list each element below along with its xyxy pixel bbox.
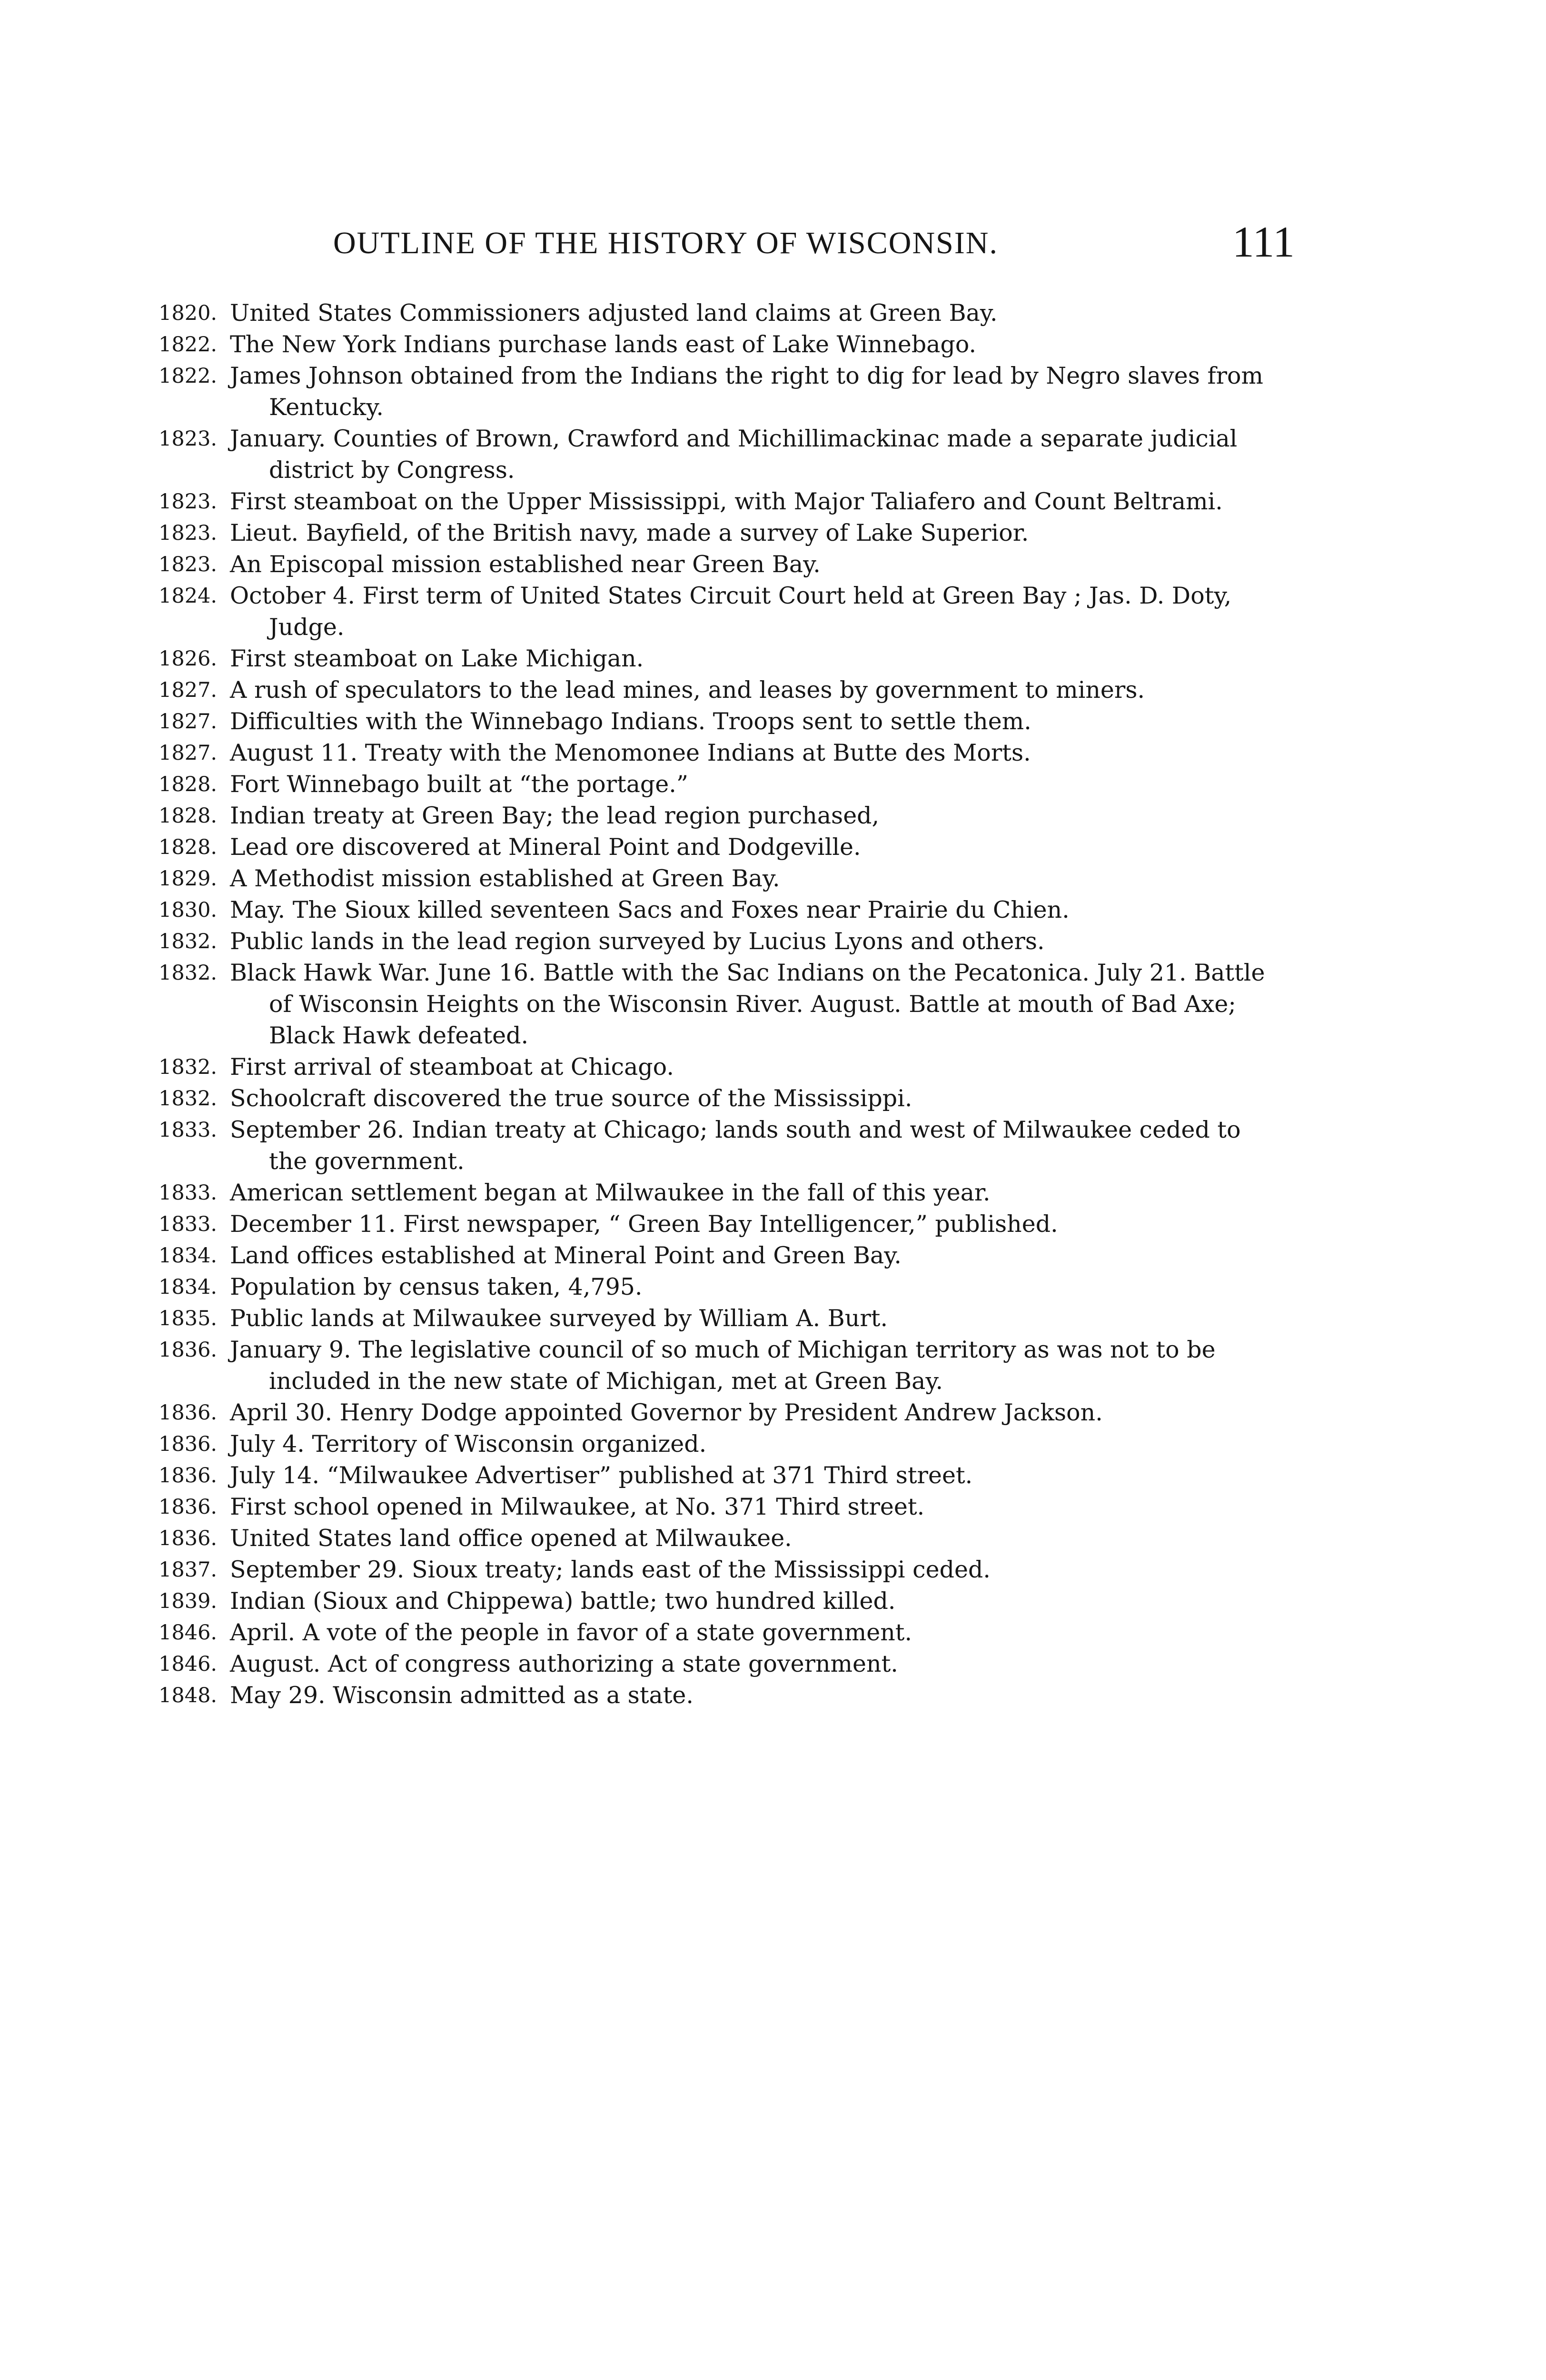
entry-year: 1823. <box>159 427 218 451</box>
chronology-entry <box>159 1586 1282 1617</box>
entry-text: Lieut. Bayfield, of the British navy, made a survey of Lake Superior. <box>230 519 1029 546</box>
chronology-entry <box>159 1554 1282 1586</box>
chronology-entry <box>159 1334 1282 1397</box>
entry-text: January 9. The legislative council of so much of Michigan territory as was not to be included in the new state of Michigan, met at Green Bay. <box>230 1336 1216 1395</box>
entry-year: 1823. <box>159 490 218 514</box>
chronology-entry <box>159 580 1282 643</box>
entry-text: First steamboat on the Upper Mississippi, with Major Taliafero and Count Beltrami. <box>230 488 1223 515</box>
entry-year: 1836. <box>159 1401 218 1425</box>
chronology-entry <box>159 298 1282 329</box>
entry-text: United States Commissioners adjusted land claims at Green Bay. <box>230 299 998 327</box>
chronology-entry <box>159 1209 1282 1240</box>
entry-text: Indian (Sioux and Chippewa) battle; two hundred killed. <box>230 1587 896 1615</box>
entry-year: 1837. <box>159 1558 218 1582</box>
entry-text: American settlement began at Milwaukee in the fall of this year. <box>230 1179 991 1206</box>
entry-year: 1832. <box>159 961 218 985</box>
chronology-entry <box>159 1523 1282 1554</box>
entry-year: 1830. <box>159 898 218 922</box>
chronology-list <box>159 298 1282 1711</box>
entry-year: 1836. <box>159 1527 218 1550</box>
entry-text: September 29. Sioux treaty; lands east of the Mississippi ceded. <box>230 1556 991 1583</box>
entry-text: A Methodist mission established at Green Bay. <box>230 865 780 892</box>
chronology-entry <box>159 1114 1282 1177</box>
entry-text: An Episcopal mission established near Green Bay. <box>230 551 821 578</box>
entry-year: 1832. <box>159 930 218 953</box>
entry-year: 1822. <box>159 364 218 388</box>
chronology-entry <box>159 549 1282 580</box>
entry-year: 1833. <box>159 1181 218 1205</box>
chronology-entry <box>159 800 1282 832</box>
chronology-entry <box>159 926 1282 957</box>
chronology-entry <box>159 1397 1282 1428</box>
entry-year: 1820. <box>159 301 218 325</box>
chronology-entry <box>159 1271 1282 1303</box>
chronology-entry <box>159 1303 1282 1334</box>
entry-text: July 14. “Milwaukee Advertiser” published at 371 Third street. <box>230 1462 973 1489</box>
chronology-entry <box>159 832 1282 863</box>
entry-year: 1834. <box>159 1244 218 1268</box>
entry-text: April. A vote of the people in favor of a state government. <box>230 1619 912 1646</box>
entry-text: May 29. Wisconsin admitted as a state. <box>230 1682 694 1709</box>
entry-text: Difficulties with the Winnebago Indians. Troops sent to settle them. <box>230 708 1031 735</box>
entry-text: January. Counties of Brown, Crawford and Michillimackinac made a separate judicial district by Congress. <box>230 425 1238 484</box>
entry-year: 1823. <box>159 521 218 545</box>
entry-text: Lead ore discovered at Mineral Point and Dodgeville. <box>230 833 861 861</box>
page-header <box>333 217 1295 283</box>
chronology-entry <box>159 1648 1282 1680</box>
chronology-entry <box>159 894 1282 926</box>
chronology-entry <box>159 486 1282 517</box>
entry-year: 1824. <box>159 584 218 608</box>
entry-year: 1835. <box>159 1307 218 1330</box>
chronology-entry <box>159 1083 1282 1114</box>
entry-year: 1833. <box>159 1212 218 1236</box>
entry-year: 1836. <box>159 1495 218 1519</box>
entry-year: 1828. <box>159 773 218 796</box>
chronology-entry <box>159 517 1282 549</box>
entry-year: 1823. <box>159 553 218 576</box>
chronology-entry <box>159 957 1282 1051</box>
entry-text: Indian treaty at Green Bay; the lead region purchased, <box>230 802 880 829</box>
page-number: 111 <box>1232 218 1295 266</box>
entry-year: 1836. <box>159 1464 218 1488</box>
entry-text: First arrival of steamboat at Chicago. <box>230 1053 674 1081</box>
chronology-entry <box>159 329 1282 360</box>
entry-year: 1822. <box>159 333 218 357</box>
entry-year: 1828. <box>159 835 218 859</box>
entry-text: Schoolcraft discovered the true source of the Mississippi. <box>230 1085 912 1112</box>
entry-year: 1827. <box>159 741 218 765</box>
entry-year: 1829. <box>159 867 218 891</box>
entry-text: October 4. First term of United States Circuit Court held at Green Bay ; Jas. D. Doty, Judge. <box>230 582 1232 641</box>
entry-text: September 26. Indian treaty at Chicago; lands south and west of Milwaukee ceded to the government. <box>230 1116 1241 1175</box>
entry-year: 1828. <box>159 804 218 828</box>
chronology-entry <box>159 769 1282 800</box>
entry-year: 1839. <box>159 1589 218 1613</box>
entry-text: A rush of speculators to the lead mines, and leases by government to miners. <box>230 676 1145 704</box>
chronology-entry <box>159 423 1282 486</box>
chronology-entry <box>159 863 1282 894</box>
entry-year: 1848. <box>159 1684 218 1707</box>
entry-year: 1827. <box>159 678 218 702</box>
running-title: OUTLINE OF THE HISTORY OF WISCONSIN. <box>333 226 998 260</box>
entry-text: Public lands in the lead region surveyed by Lucius Lyons and others. <box>230 928 1045 955</box>
entry-text: First school opened in Milwaukee, at No. 371 Third street. <box>230 1493 925 1520</box>
entry-text: The New York Indians purchase lands east of Lake Winnebago. <box>230 331 977 358</box>
chronology-entry <box>159 1680 1282 1711</box>
entry-text: Population by census taken, 4,795. <box>230 1273 643 1300</box>
entry-text: James Johnson obtained from the Indians the right to dig for lead by Negro slaves from Kentucky. <box>230 362 1264 421</box>
entry-year: 1826. <box>159 647 218 671</box>
chronology-entry <box>159 1240 1282 1271</box>
entry-year: 1832. <box>159 1055 218 1079</box>
entry-year: 1836. <box>159 1338 218 1362</box>
entry-text: July 4. Territory of Wisconsin organized. <box>230 1430 707 1458</box>
chronology-entry <box>159 706 1282 737</box>
entry-year: 1827. <box>159 710 218 734</box>
entry-year: 1836. <box>159 1432 218 1456</box>
chronology-entry <box>159 1491 1282 1523</box>
entry-text: December 11. First newspaper, “ Green Bay Intelligencer,” published. <box>230 1210 1058 1238</box>
entry-year: 1833. <box>159 1118 218 1142</box>
chronology-entry <box>159 737 1282 769</box>
chronology-entry <box>159 1428 1282 1460</box>
entry-text: May. The Sioux killed seventeen Sacs and Foxes near Prairie du Chien. <box>230 896 1070 923</box>
entry-text: Land offices established at Mineral Point and Green Bay. <box>230 1242 902 1269</box>
entry-year: 1832. <box>159 1087 218 1111</box>
chronology-entry <box>159 1460 1282 1491</box>
chronology-entry <box>159 1617 1282 1648</box>
entry-text: United States land office opened at Milwaukee. <box>230 1525 792 1552</box>
entry-year: 1834. <box>159 1275 218 1299</box>
entry-year: 1846. <box>159 1621 218 1645</box>
chronology-entry <box>159 674 1282 706</box>
entry-text: Public lands at Milwaukee surveyed by William A. Burt. <box>230 1305 888 1332</box>
entry-text: First steamboat on Lake Michigan. <box>230 645 644 672</box>
chronology-entry <box>159 1177 1282 1209</box>
entry-text: Fort Winnebago built at “the portage.” <box>230 771 688 798</box>
entry-text: August 11. Treaty with the Menomonee Indians at Butte des Morts. <box>230 739 1031 766</box>
chronology-entry <box>159 643 1282 674</box>
entry-text: Black Hawk War. June 16. Battle with the Sac Indians on the Pecatonica. July 21. Battle of Wisconsin Heights on the Wisconsin River. August. Battle at mouth of Bad Axe; Black Hawk defeated. <box>230 959 1265 1049</box>
chronology-entry <box>159 360 1282 423</box>
entry-text: August. Act of congress authorizing a state government. <box>230 1650 898 1677</box>
entry-text: April 30. Henry Dodge appointed Governor by President Andrew Jackson. <box>230 1399 1103 1426</box>
chronology-entry <box>159 1051 1282 1083</box>
entry-year: 1846. <box>159 1652 218 1676</box>
